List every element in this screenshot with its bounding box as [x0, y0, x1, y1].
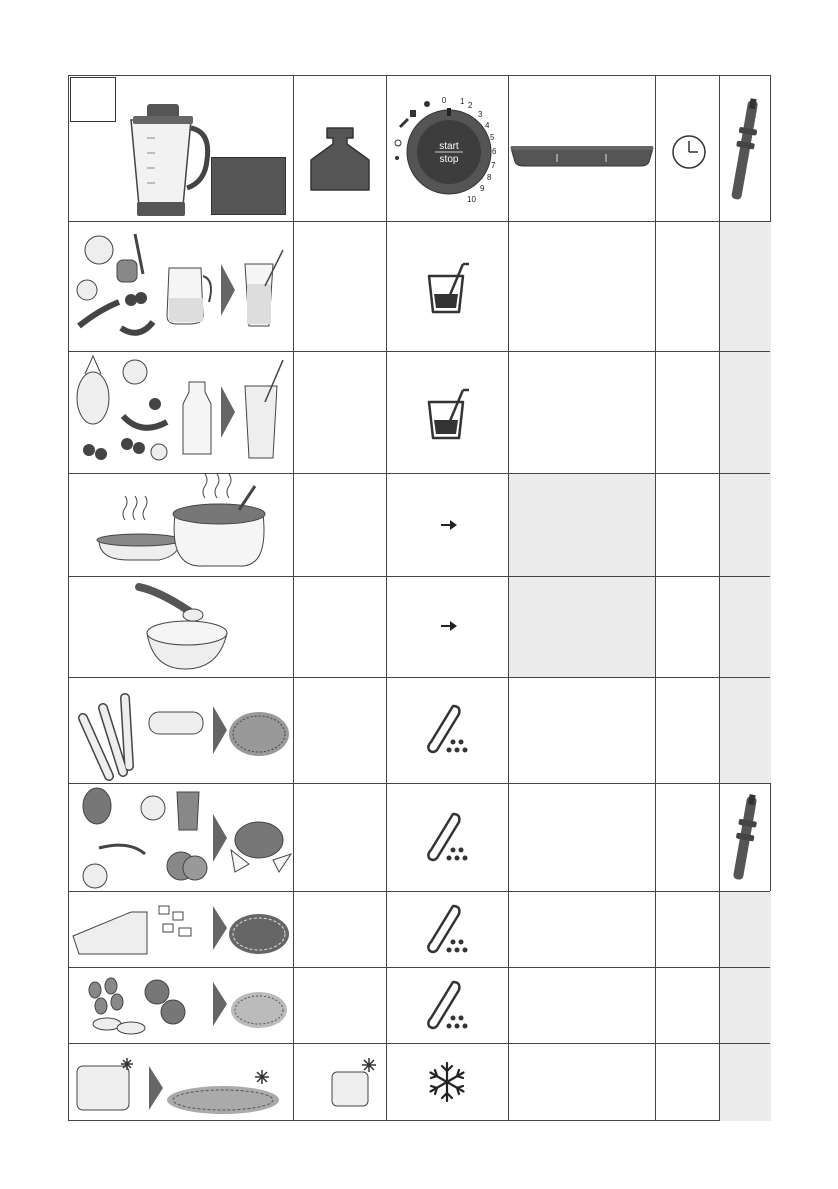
dial-number-8: 8	[487, 173, 492, 182]
clock-icon	[669, 132, 709, 172]
shade-accessory-column-2	[720, 891, 771, 1121]
dial-number-6: 6	[492, 147, 497, 156]
row-salsa-food-cell	[69, 784, 293, 891]
nuts-chopped-illustration	[69, 968, 293, 1043]
row-ice-weight-cell	[294, 1044, 386, 1121]
header-program-cell	[509, 76, 655, 221]
header-time-cell	[656, 76, 719, 221]
dial-stop-label: stop	[439, 154, 459, 165]
dial-start-label: start	[439, 141, 459, 152]
row-cheese-weight-cell	[294, 892, 386, 967]
baby-food-bowl-illustration	[69, 577, 293, 677]
header-weight-cell	[294, 76, 386, 221]
dial-number-4: 4	[485, 121, 490, 130]
arrow-right-icon	[439, 619, 459, 633]
fruits-milk-illustration	[69, 352, 293, 473]
ice-crushed-illustration	[69, 1044, 293, 1121]
row-smoothie-food-cell	[69, 352, 293, 473]
row-soup-food-cell	[69, 474, 293, 576]
row-carrots-weight-cell	[294, 678, 386, 783]
row-ice-program-cell	[387, 1044, 508, 1121]
soup-pot-gravy-illustration	[69, 474, 293, 576]
program-bar-icon	[509, 76, 655, 221]
blender-jug-icon	[119, 98, 219, 218]
row-juice-weight-cell	[294, 222, 386, 351]
speed-dial-icon	[387, 76, 508, 221]
guacamole-vegetables-illustration	[69, 784, 293, 891]
row-salsa-program-cell	[387, 784, 508, 891]
row-babyfood-food-cell	[69, 577, 293, 677]
dial-number-9: 9	[480, 184, 485, 193]
juice-glass-icon	[423, 258, 473, 318]
row-smoothie-program-cell	[387, 352, 508, 473]
row-babyfood-weight-cell	[294, 577, 386, 677]
tamper-stick-icon	[720, 784, 771, 891]
knife-chop-icon	[423, 902, 473, 958]
row-smoothie-weight-cell	[294, 352, 386, 473]
dial-number-3: 3	[478, 110, 483, 119]
row-babyfood-program-cell	[387, 577, 508, 677]
header-accessory-cell	[720, 76, 771, 221]
motor-base-swatch	[211, 157, 286, 215]
shade-accessory-column-1	[720, 222, 771, 783]
row-soup-program-cell	[387, 474, 508, 576]
knife-chop-icon	[423, 978, 473, 1034]
dial-number-1: 1	[460, 97, 465, 106]
knife-chop-icon	[423, 702, 473, 758]
dial-number-7: 7	[491, 161, 496, 170]
header-appliance-cell	[69, 76, 293, 221]
dial-number-10: 10	[467, 195, 476, 204]
row-salsa-weight-cell	[294, 784, 386, 891]
knife-chop-icon	[423, 810, 473, 866]
tamper-stick-icon	[720, 76, 771, 221]
row-nuts-food-cell	[69, 968, 293, 1043]
row-soup-weight-cell	[294, 474, 386, 576]
dial-number-5: 5	[490, 133, 495, 142]
juice-glass-icon	[423, 384, 473, 444]
dial-number-2: 2	[468, 101, 473, 110]
row-nuts-program-cell	[387, 968, 508, 1043]
row-ice-food-cell	[69, 1044, 293, 1121]
row-salsa-accessory-cell	[720, 784, 771, 891]
vegetables-fruits-illustration	[69, 222, 293, 351]
weight-icon	[305, 124, 375, 194]
row-cheese-food-cell	[69, 892, 293, 967]
row-juice-program-cell	[387, 222, 508, 351]
row-cheese-program-cell	[387, 892, 508, 967]
carrots-chopped-illustration	[69, 678, 293, 783]
recipe-table	[68, 75, 771, 1121]
arrow-right-icon	[439, 518, 459, 532]
cheese-grated-illustration	[69, 892, 293, 967]
snowflake-icon	[425, 1060, 469, 1104]
header-dial-cell	[387, 76, 508, 221]
row-nuts-weight-cell	[294, 968, 386, 1043]
dial-zero-label: 0	[441, 96, 447, 105]
row-juice-food-cell	[69, 222, 293, 351]
ice-cube-icon	[324, 1054, 384, 1114]
figure-number-box	[70, 77, 116, 122]
row-carrots-program-cell	[387, 678, 508, 783]
row-carrots-food-cell	[69, 678, 293, 783]
